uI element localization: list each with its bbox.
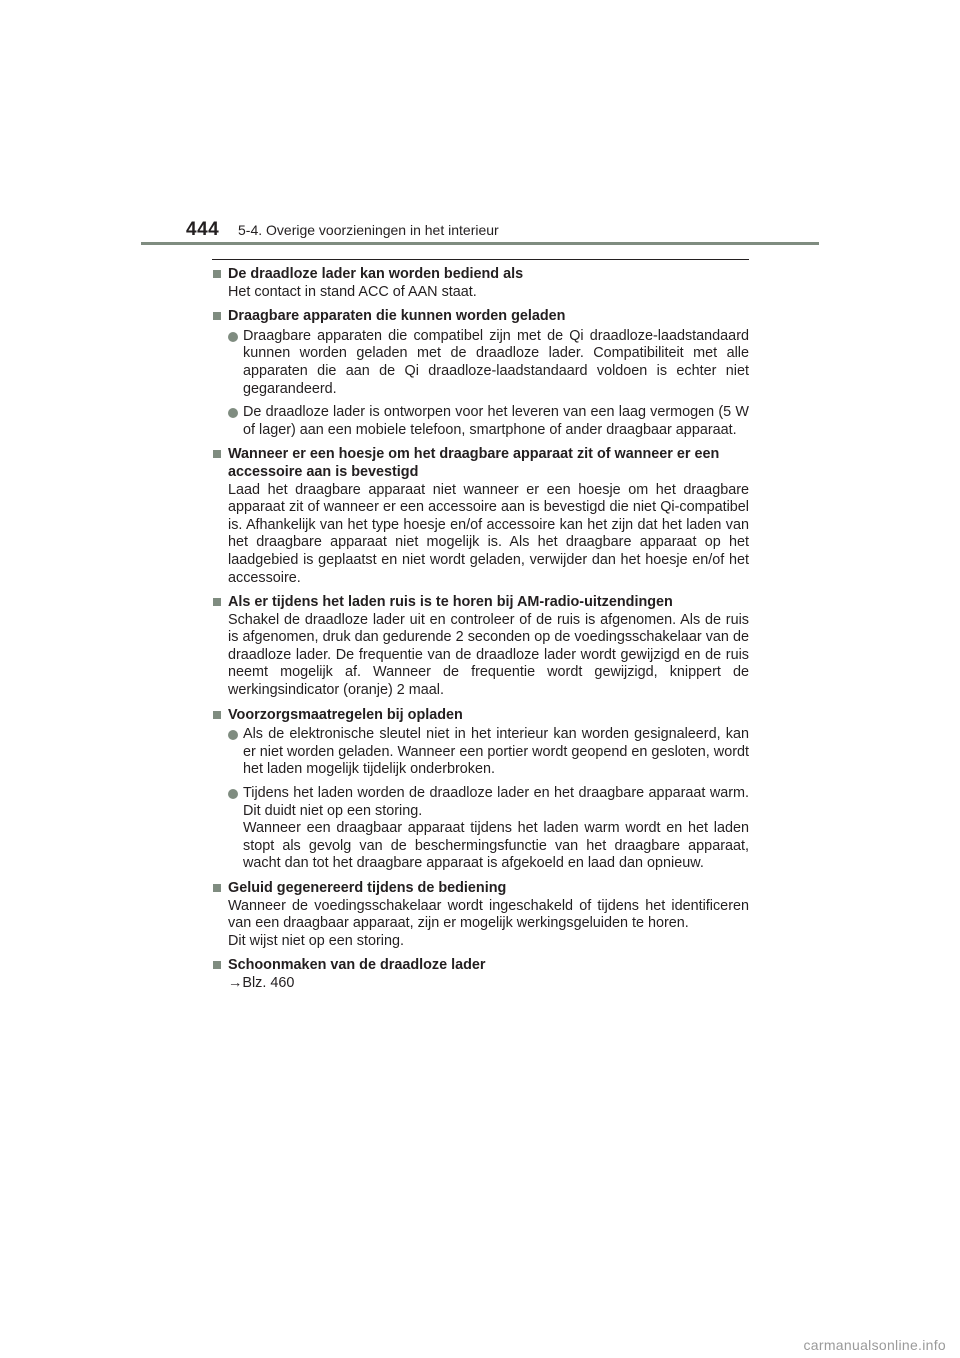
list-item [212, 328, 749, 398]
content-body [212, 266, 749, 993]
section-operating-sound [212, 880, 749, 950]
square-bullet-icon [213, 711, 221, 719]
section-heading [212, 266, 749, 284]
square-bullet-icon [213, 450, 221, 458]
square-bullet-icon [213, 884, 221, 892]
section-heading [212, 880, 749, 898]
section-precautions [212, 707, 749, 873]
list-item [212, 785, 749, 873]
section-text [212, 898, 749, 951]
circle-bullet-icon [228, 730, 238, 740]
list-item-text: Draagbare apparaten die compatibel zijn met de Qi draadloze-laadstandaard kunnen worden geladen met de draadloze lader. Compatibiliteit met alle apparaten die aan de Qi draadloze-laadstandaard voldoen is echter niet gegarandeerd. [243, 327, 749, 397]
square-bullet-icon [213, 312, 221, 320]
section-am-noise [212, 594, 749, 700]
heading-text: Als er tijdens het laden ruis is te horen bij AM-radio-uitzendingen [228, 594, 673, 611]
circle-bullet-icon [228, 408, 238, 418]
section-text: Schakel de draadloze lader uit en controleer of de ruis is afgenomen. Als de ruis is afgenomen, druk dan gedurende 2 seconden op de voedingsschakelaar van de draadloze lader. De frequentie van de draadloze lader wordt gewijzigd en de ruis neemt mogelijk af. Wanneer de frequentie wordt gewijzigd, knippert de werkingsindicator (oranje) 2 maal. [228, 611, 749, 699]
square-bullet-icon [213, 270, 221, 278]
section-case-accessory [212, 446, 749, 587]
header-rule [141, 242, 819, 245]
circle-bullet-icon [228, 789, 238, 799]
section-heading [212, 594, 749, 612]
section-operation [212, 266, 749, 301]
list-item-text: De draadloze lader is ontworpen voor het leveren van een laag vermogen (5 W of lager) aan een mobiele telefoon, smartphone of ander draagbaar apparaat. [243, 404, 749, 438]
section-heading [212, 308, 749, 326]
page-reference-link[interactable]: →Blz. 460 [228, 974, 295, 991]
square-bullet-icon [213, 598, 221, 606]
square-bullet-icon [213, 961, 221, 969]
list-item [212, 404, 749, 439]
section-text-line: Dit wijst niet op een storing. [228, 932, 404, 949]
heading-text: Schoonmaken van de draadloze lader [228, 957, 486, 974]
circle-bullet-icon [228, 332, 238, 342]
watermark: carmanualsonline.info [803, 1337, 946, 1353]
list-item-text: Tijdens het laden worden de draadloze lader en het draagbare apparaat warm. Dit duidt niet op een storing. [243, 785, 749, 819]
section-heading [212, 707, 749, 725]
section-text-line: Wanneer de voedingsschakelaar wordt ingeschakeld of tijdens het identificeren van een draagbaar apparaat, zijn er mogelijk werkingsgeluiden te horen. [228, 897, 749, 932]
heading-text: Draagbare apparaten die kunnen worden geladen [228, 308, 566, 325]
list-item-text: Wanneer een draagbaar apparaat tijdens het laden warm wordt en het laden stopt als gevolg van de beschermingsfunctie van het draagbare apparaat, wacht dan tot het draagbare apparaat is afgekoeld en laad dan opnieuw. [243, 820, 749, 872]
section-chargeable-devices [212, 308, 749, 439]
section-cleaning [212, 957, 749, 992]
heading-text: De draadloze lader kan worden bediend als [228, 266, 524, 282]
section-text: Het contact in stand ACC of AAN staat. [228, 283, 477, 300]
list-item [212, 726, 749, 779]
heading-text: Voorzorgsmaatregelen bij opladen [228, 706, 463, 723]
page-number: 444 [186, 219, 220, 240]
heading-text: Wanneer er een hoesje om het draagbare apparaat zit of wanneer er een accessoire aan is bevestigd [228, 446, 720, 480]
heading-text: Geluid gegenereerd tijdens de bediening [228, 880, 507, 896]
content-rule [212, 259, 749, 260]
list-item-text: Als de elektronische sleutel niet in het interieur kan worden gesignaleerd, kan er niet worden geladen. Wanneer een portier wordt geopend en gesloten, wordt het laden mogelijk tijdelijk onderbroken. [243, 726, 749, 778]
section-heading [212, 446, 749, 481]
section-heading [212, 957, 749, 975]
section-text: Laad het draagbare apparaat niet wanneer er een hoesje om het draagbare apparaat zit of wanneer er een accessoire aan is bevestigd die niet Qi-compatibel is. Afhankelijk van het type hoesje en/of accessoire kan het zijn dat het laden van het draagbare apparaat niet mogelijk is. Als het draagbare apparaat op het laadgebied is geplaatst en niet wordt geladen, verwijder dan het hoesje en/of het accessoire. [228, 481, 749, 586]
section-title: 5-4. Overige voorzieningen in het interieur [238, 222, 499, 238]
